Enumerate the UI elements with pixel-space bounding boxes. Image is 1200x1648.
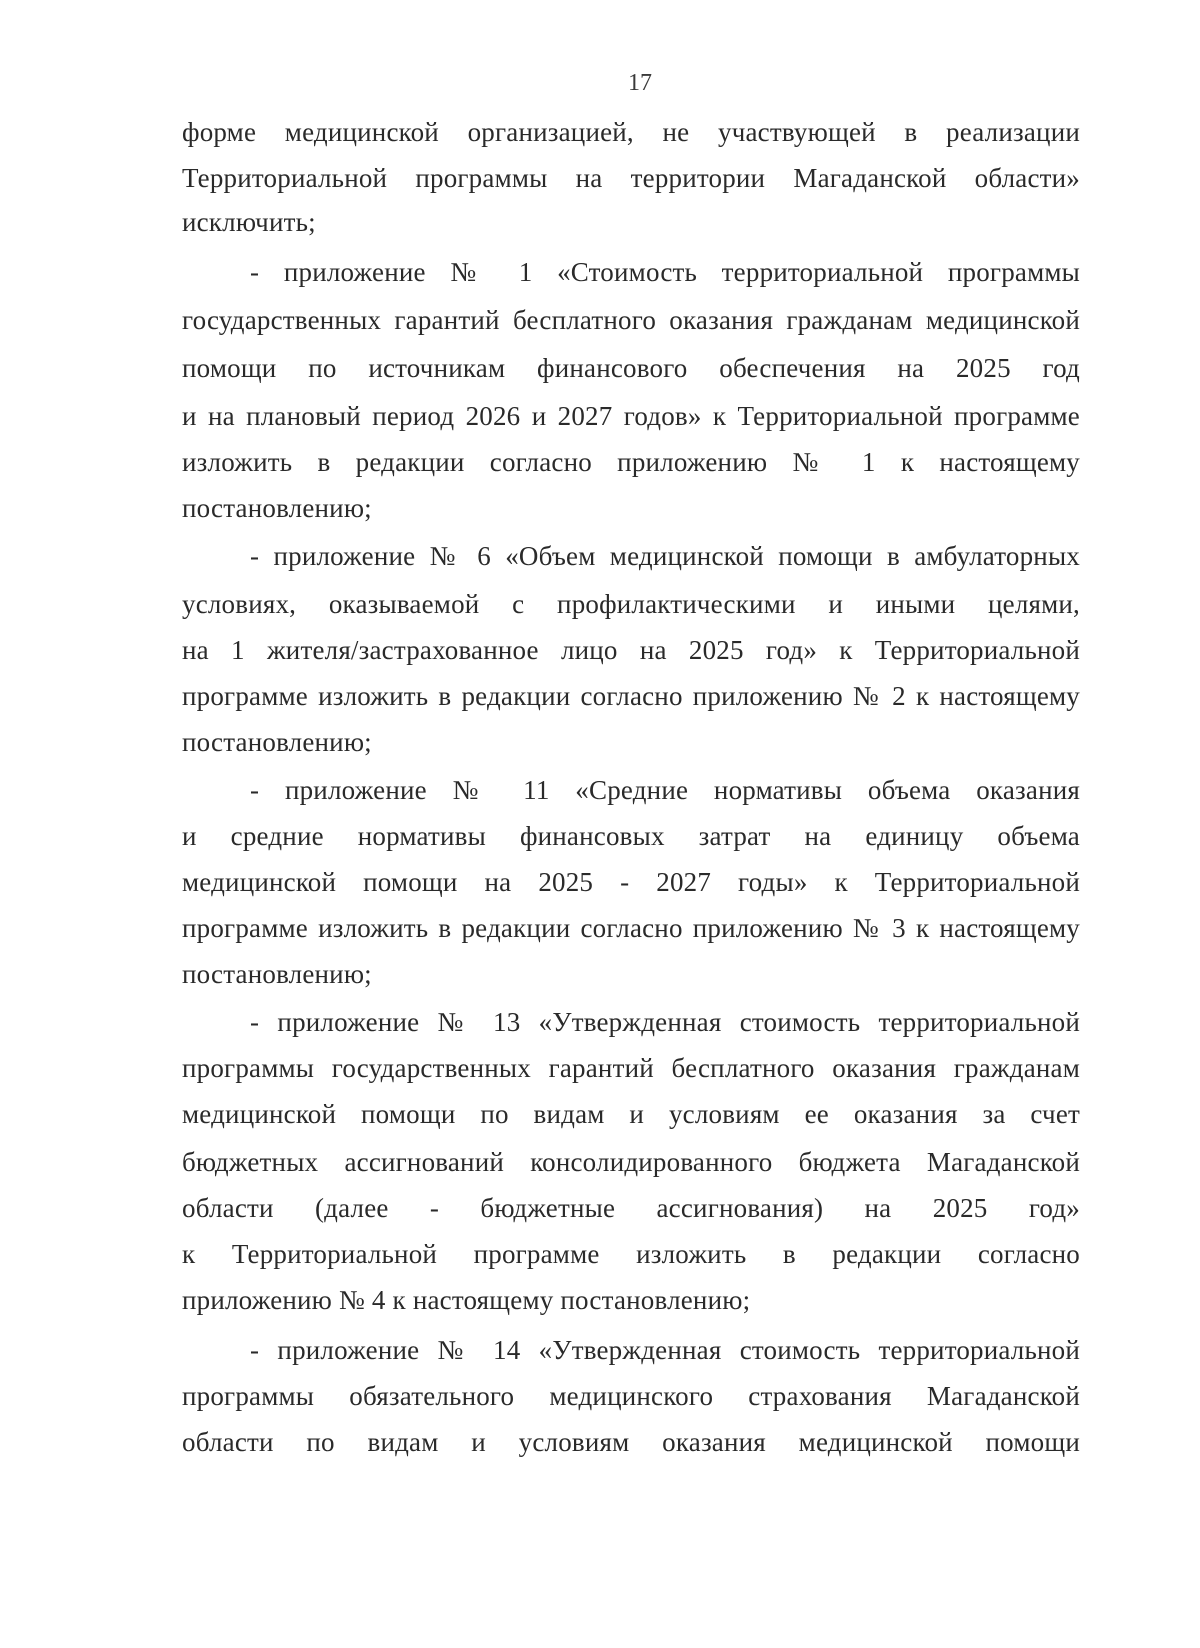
text-line: - приложение № 6 «Объем медицинской помощи в амбулаторных — [250, 541, 1080, 571]
text-line: - приложение № 1 «Стоимость территориальной программы — [250, 257, 1080, 287]
text-line: - приложение № 13 «Утвержденная стоимость территориальной — [250, 1007, 1080, 1037]
text-line: программе изложить в редакции согласно приложению № 2 к настоящему — [182, 681, 1080, 711]
text-line: помощи по источникам финансового обеспечения на 2025 год — [182, 353, 1080, 383]
text-line: медицинской помощи по видам и условиям ее оказания за счет — [182, 1099, 1080, 1129]
text-line: области по видам и условиям оказания медицинской помощи — [182, 1427, 1080, 1457]
text-line: и на плановый период 2026 и 2027 годов» к Территориальной программе — [182, 401, 1080, 431]
text-line: Территориальной программы на территории Магаданской области» — [182, 163, 1080, 193]
text-line: приложению № 4 к настоящему постановлению; — [182, 1285, 751, 1315]
text-line: области (далее - бюджетные ассигнования) на 2025 год» — [182, 1193, 1080, 1223]
text-line: программы государственных гарантий бесплатного оказания гражданам — [182, 1053, 1080, 1083]
text-line: медицинской помощи на 2025 - 2027 годы» к Территориальной — [182, 867, 1080, 897]
text-line: бюджетных ассигнований консолидированного бюджета Магаданской — [182, 1147, 1080, 1177]
text-line: постановлению; — [182, 727, 372, 757]
text-line: программы обязательного медицинского страхования Магаданской — [182, 1381, 1080, 1411]
text-line: условиях, оказываемой с профилактическими и иными целями, — [182, 589, 1080, 619]
text-line: государственных гарантий бесплатного оказания гражданам медицинской — [182, 305, 1080, 335]
text-line: постановлению; — [182, 959, 372, 989]
text-line: исключить; — [182, 207, 316, 237]
text-line: к Территориальной программе изложить в редакции согласно — [182, 1239, 1080, 1269]
text-line: постановлению; — [182, 493, 372, 523]
text-line: программе изложить в редакции согласно приложению № 3 к настоящему — [182, 913, 1080, 943]
page-number: 17 — [628, 70, 652, 96]
text-line: изложить в редакции согласно приложению № 1 к настоящему — [182, 447, 1080, 477]
text-line: - приложение № 14 «Утвержденная стоимость территориальной — [250, 1335, 1080, 1365]
text-line: на 1 жителя/застрахованное лицо на 2025 год» к Территориальной — [182, 635, 1080, 665]
text-line: - приложение № 11 «Средние нормативы объема оказания — [250, 775, 1080, 805]
text-line: и средние нормативы финансовых затрат на единицу объема — [182, 821, 1080, 851]
text-line: форме медицинской организацией, не участвующей в реализации — [182, 117, 1080, 147]
